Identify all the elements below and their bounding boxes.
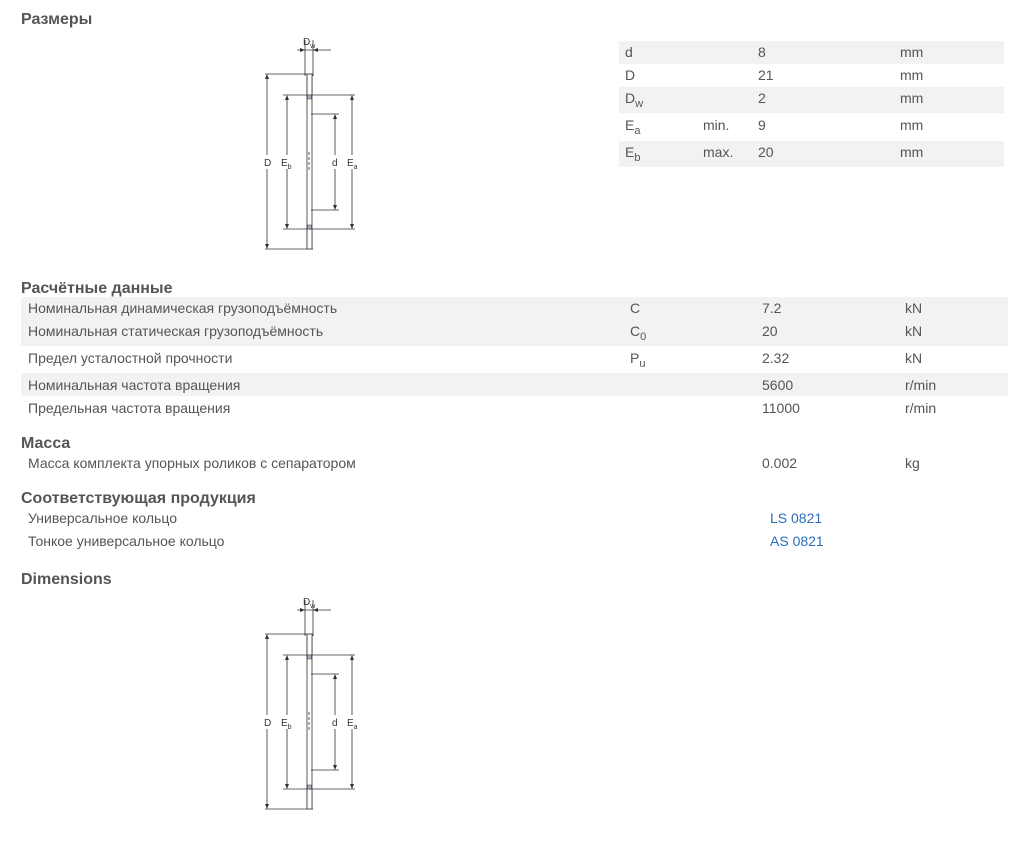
mass-label: Масса комплекта упорных роликов с сепаратором <box>28 455 356 471</box>
dim-unit-D: mm <box>900 67 924 83</box>
dim-value-d: 8 <box>758 44 766 60</box>
bearing-drawing-en-svg <box>255 592 365 817</box>
label-d-outer-en: D <box>264 718 272 729</box>
calc-value-limiting-speed: 11000 <box>762 400 800 416</box>
dim-symbol-d: d <box>625 44 633 60</box>
calc-value-C: 7.2 <box>762 300 782 316</box>
dim-value-Ea: 9 <box>758 117 766 133</box>
label-eb: $E_b$ <box>281 158 292 171</box>
dim-symbol-Ea: $E_a$ <box>625 117 641 137</box>
bearing-drawing-en <box>255 592 365 817</box>
dim-value-Eb: 20 <box>758 144 774 160</box>
related-link-as[interactable]: AS 0821 <box>770 533 824 549</box>
label-eb-en: $E_b$ <box>281 718 292 731</box>
label-dw: $D_w$ <box>303 37 316 50</box>
calc-label-dynamic-load: Номинальная динамическая грузоподъёмность <box>28 300 338 316</box>
label-d-outer: D <box>264 158 272 169</box>
dim-unit-Ea: mm <box>900 117 924 133</box>
section-title-dimensions-en: Dimensions <box>21 571 112 588</box>
section-title-mass: Масса <box>21 435 71 452</box>
calc-label-fatigue-limit: Предел усталостной прочности <box>28 350 233 366</box>
dim-value-Dw: 2 <box>758 90 766 106</box>
calc-label-limiting-speed: Предельная частота вращения <box>28 400 231 416</box>
dim-symbol-D: D <box>625 67 636 83</box>
dim-value-D: 21 <box>758 67 774 83</box>
calc-unit-C: kN <box>905 300 923 316</box>
calc-symbol-C: C <box>630 300 641 316</box>
dim-unit-Dw: mm <box>900 90 924 106</box>
label-ea-en: $E_a$ <box>347 718 358 731</box>
mass-unit: kg <box>905 455 920 471</box>
dim-qual-Eb: max. <box>703 144 734 160</box>
label-d-inner: d <box>332 158 338 169</box>
calc-value-C0: 20 <box>762 323 778 339</box>
dim-qual-Ea: min. <box>703 117 730 133</box>
label-d-inner-en: d <box>332 718 338 729</box>
section-title-dimensions: Размеры <box>21 11 93 28</box>
dim-unit-Eb: mm <box>900 144 924 160</box>
bearing-drawing <box>255 32 365 257</box>
calc-symbol-Pu: $P_u$ <box>630 350 646 370</box>
dim-symbol-Dw: $D_w$ <box>625 90 644 110</box>
section-title-calc: Расчётные данные <box>21 280 173 297</box>
label-ea: $E_a$ <box>347 158 358 171</box>
label-dw-en: $D_w$ <box>303 597 316 610</box>
calc-symbol-C0: $C_0$ <box>630 323 647 343</box>
bearing-drawing-svg <box>255 32 365 257</box>
calc-value-Pu: 2.32 <box>762 350 790 366</box>
calc-label-static-load: Номинальная статическая грузоподъёмность <box>28 323 324 339</box>
related-link-ls[interactable]: LS 0821 <box>770 510 823 526</box>
section-title-related: Соответствующая продукция <box>21 490 256 507</box>
related-label-as: Тонкое универсальное кольцо <box>28 533 225 549</box>
mass-value: 0.002 <box>762 455 798 471</box>
calc-unit-limiting-speed: r/min <box>905 400 937 416</box>
related-label-ls: Универсальное кольцо <box>28 510 177 526</box>
dim-symbol-Eb: $E_b$ <box>625 144 641 164</box>
calc-label-reference-speed: Номинальная частота вращения <box>28 377 241 393</box>
calc-value-reference-speed: 5600 <box>762 377 794 393</box>
calc-unit-C0: kN <box>905 323 923 339</box>
calc-unit-reference-speed: r/min <box>905 377 937 393</box>
dim-unit-d: mm <box>900 44 924 60</box>
calc-unit-Pu: kN <box>905 350 923 366</box>
